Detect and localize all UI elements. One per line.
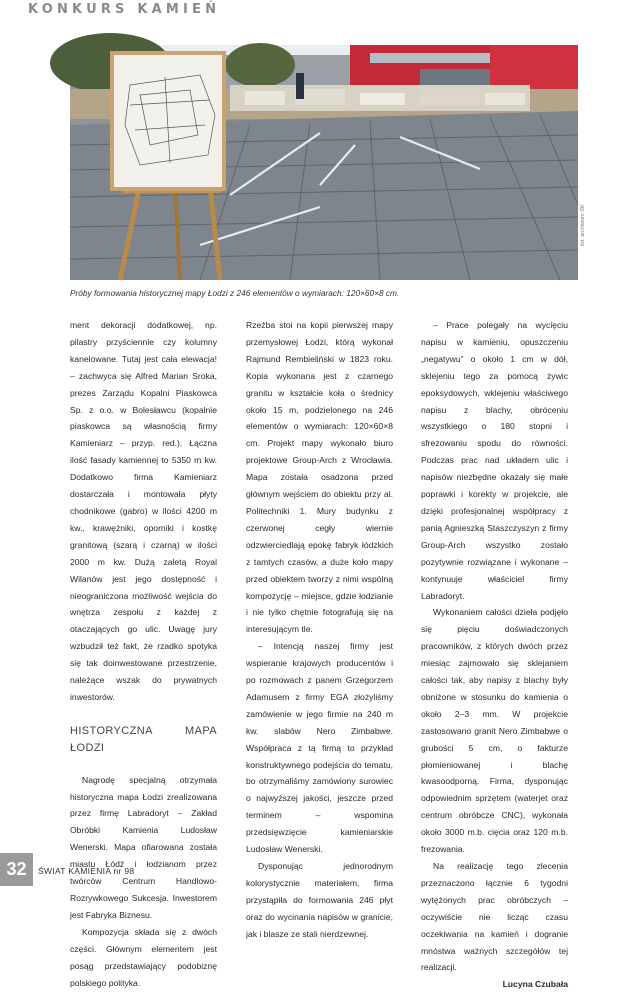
paragraph: Wykonaniem całości dzieła podjęło się pięciu doświadczonych pracowników, z których dwóch przez miesiąc zajmowało się sklejaniem całości tak, aby napisy z blachy były obniżone w stosunku do kamienia o około 2–3 mm. W projekcie zastosowano granit Nero Zimbabwe o grubości 5 cm, o fakturze płomieniowanej i blachę kwasoodporną. Firma, dysponując odpowiednim sprzętem (waterjet oraz centrum obróbcze CNC), wykonała około 3000 m.b. cięcia oraz 120 m.b. frezowania. [421, 607, 568, 855]
paragraph: – Intencją naszej firmy jest wspieranie krajowych producentów i po rozmowach z panem Grzegorzem Adamusem z firmy EGA złożyliśmy zamówienie w jego firmie na 240 m kw. slabów Nero Zimbabwe. Współpraca z tą firmą to przykład konstruktywnego podejścia do tematu, bo otrzymaliśmy zamówiony surowiec o najwyższej jakości, jeszcze przed terminem – wspomina przedsięwzięcie kamieniarskie Ludosław Wenerski. [246, 641, 393, 855]
paragraph: Rzeźba stoi na kopii pierwszej mapy przemysłowej Łodzi, którą wykonał Rajmund Rembieliński w 1823 roku. Kopia wykonana jest z czarnego granitu w kształcie koła o średnicy około 15 m, podzielonego na 246 elementów o wymiarach: 120×60×8 cm. Projekt mapy wykonało biuro projektowe Group-Arch z Wrocławia. Mapa została osadzona przed głównym wejściem do obiektu przy al. Politechniki 1. Mury budynku z czerwonej cegły wiernie odzwierciedlają epokę fabryk łódzkich z tamtych czasów, a duże koło mapy przed obiektem tworzy z nimi wspólną kompozycję – miejsce, gdzie łodzianie i nie tylko chętnie fotografują się na interesującym tle. [246, 320, 393, 635]
granite-map-photo [70, 45, 578, 280]
section-title: KONKURS KAMIEŃ [28, 2, 221, 17]
magazine-name: ŚWIAT KAMIENIA nr 98 [38, 866, 135, 876]
photo-credit: fot. archiwum ŚK [580, 204, 586, 246]
paragraph: Kompozycja składa się z dwóch części. Głównym elementem jest posąg przedstawiający podobiznę polskiego polityka. [70, 926, 217, 988]
section-heading: HISTORYCZNA MAPA ŁODZI [70, 724, 217, 754]
article-photo [70, 45, 578, 280]
paragraph: Dysponując jednorodnym kolorystycznie materiałem, firma przystąpiła do formowania 246 płyt oraz do wycinania napisów w granicie, jak i blasze ze stali nierdzewnej. [246, 861, 393, 939]
article-column-1 [70, 317, 217, 991]
photo-caption: Próby formowania historycznej mapy Łodzi z 246 elementów o wymiarach: 120×60×8 cm. [70, 288, 400, 298]
article-column-3 [421, 317, 568, 993]
page-number: 32 [0, 853, 33, 886]
article-column-2 [246, 317, 393, 943]
paragraph: Na realizację tego zlecenia przeznaczono łącznie 6 tygodni wytężonych prac obróbczych – oczywiście nie licząc czasu oczekiwania na kamień i dogranie mnóstwa ważnych szczegółów tej realizacji. [421, 861, 568, 973]
paragraph: Nagrodę specjalną otrzymała historyczna mapa Łodzi zrealizowana przez firmę Labradoryt – Zakład Obróbki Kamienia Ludosław Wenerski. Mapa ofiarowana została miastu Łódź i łodzianom przez twórców Centrum Handlowo-Rozrywkowego Sukcesja. Inwestorem jest Fabryka Biznesu. [70, 774, 217, 920]
paragraph: – Prace polegały na wycięciu napisu w kamieniu, opuszczeniu „negatywu” o około 1 cm w dół, sklejeniu tego za pomocą żywic epoksydowych, wklejeniu właściwego napisu z blachy, obróceniu wszystkiego o 180 stopni i sfrezowaniu spodu do równości. Podczas prac nad układem ulic i napisów niezbędne okazały się małe poprawki i korekty w projekcie, ale dzięki profesjonalnej współpracy z panią Agnieszką Staszczyszyn z firmy Group-Arch wszystko zostało pozytywnie rozwiązane i wykonane – kontynuuje właściciel firmy Labradoryt. [421, 320, 568, 601]
author-name: Lucyna Czubała [502, 979, 568, 990]
paragraph: ment dekoracji dodatkowej, np. pilastry przyściennie czy kolumny kanelowane. Tutaj jest cała elewacja! – zachwyca się Alfred Marian Sroka, prezes Zarządu Kopalni Piaskowca Sp. z o.o. w Bolesławcu (kopalnie piaskowca są własnością firmy Kamieniarz – przyp. red.). Łączna ilość fasady kamiennej to 5350 m kw. Dodatkowo firma Kamieniarz dostarczała i montowała płyty chodnikowe (gabro) w ilości 4200 m kw., krawężniki, oporniki i kostkę granitową (szarą i czarną) w ilości 2000 m kw. Dużą zaletą Royal Wilanów jest jego dostępność i nieograniczona możliwość wejścia do wnętrza zespołu z każdej z otaczających go ulic. Uwagę jury wzbudził też fakt, że rzadko spotyka się tak doinwestowane przestrzenie, należące wszak do prywatnych inwestorów. [70, 320, 217, 702]
